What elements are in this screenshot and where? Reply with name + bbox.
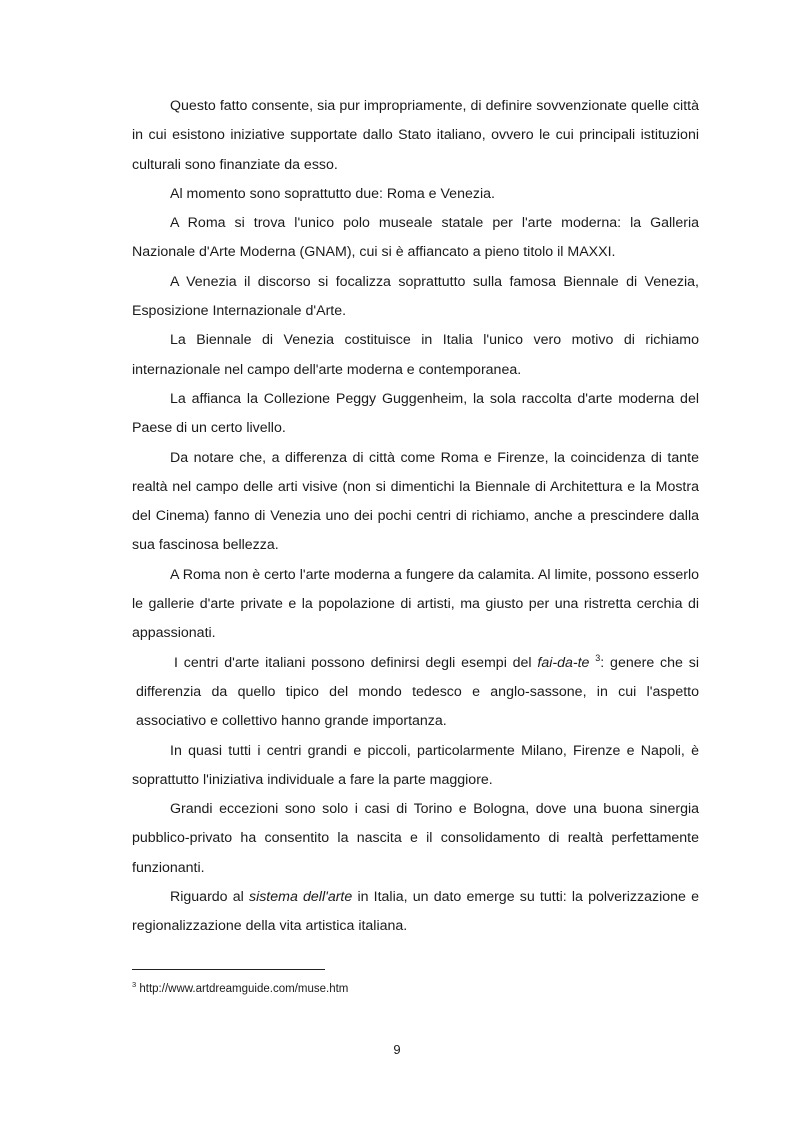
- paragraph: A Roma non è certo l'arte moderna a fungere da calamita. Al limite, possono esserlo le gallerie d'arte private e la popolazione di artisti, ma giusto per una ristretta cerchia di appassionati.: [132, 566, 699, 642]
- paragraph: In quasi tutti i centri grandi e piccoli, particolarmente Milano, Firenze e Napoli, è soprattutto l'iniziativa individuale a fare la parte maggiore.: [132, 742, 699, 788]
- document-body: [132, 92, 699, 942]
- paragraph-text: : genere che si differenzia da quello tipico del mondo tedesco e anglo-sassone, in cui l'aspetto associativo e collettivo hanno grande importanza.: [136, 654, 699, 730]
- paragraph-with-footnote: [132, 649, 699, 737]
- paragraph: Al momento sono soprattutto due: Roma e Venezia.: [170, 185, 495, 202]
- paragraph: A Roma si trova l'unico polo museale statale per l'arte moderna: la Galleria Nazionale d'Arte Moderna (GNAM), cui si è affiancato a pieno titolo il MAXXI.: [132, 215, 699, 261]
- footnote-reference[interactable]: 3: [595, 652, 601, 663]
- footnote-divider: [132, 969, 325, 970]
- page-number: 9: [393, 1042, 401, 1057]
- emphasis-text: fai-da-te: [537, 654, 590, 671]
- paragraph: A Venezia il discorso si focalizza soprattutto sulla famosa Biennale di Venezia, Esposizione Internazionale d'Arte.: [132, 273, 699, 320]
- paragraph-with-emphasis: [132, 883, 699, 942]
- footnote-link[interactable]: http://www.artdreamguide.com/muse.htm: [139, 983, 349, 995]
- paragraph-text: I centri d'arte italiani possono definirsi degli esempi del: [174, 654, 538, 671]
- paragraph: Questo fatto consente, sia pur impropriamente, di definire sovvenzionate quelle città in cui esistono iniziative supportate dallo Stato italiano, ovvero le cui principali istituzioni culturali sono finanziate da esso.: [132, 98, 699, 173]
- paragraph: Grandi eccezioni sono solo i casi di Torino e Bologna, dove una buona sinergia pubblico-privato ha consentito la nascita e il consolidamento di realtà perfettamente funzionanti.: [132, 801, 699, 876]
- paragraph: La Biennale di Venezia costituisce in Italia l'unico vero motivo di richiamo internazionale nel campo dell'arte moderna e contemporanea.: [132, 332, 699, 378]
- paragraph: La affianca la Collezione Peggy Guggenheim, la sola raccolta d'arte moderna del Paese di un certo livello.: [132, 390, 699, 437]
- footnote-number: 3: [132, 980, 137, 989]
- paragraph: Da notare che, a differenza di città come Roma e Firenze, la coincidenza di tante realtà nel campo delle arti visive (non si dimentichi la Biennale di Architettura e la Mostra del Cinema) fanno di Venezia uno dei pochi centri di richiamo, anche a prescindere dalla sua fascinosa bellezza.: [132, 449, 699, 554]
- paragraph-text: in Italia, un dato emerge su tutti: la polverizzazione e regionalizzazione della vita artistica italiana.: [132, 889, 699, 935]
- paragraph-text: Riguardo al: [170, 889, 249, 906]
- footnote: [132, 981, 348, 997]
- emphasis-text: sistema dell'arte: [248, 889, 353, 906]
